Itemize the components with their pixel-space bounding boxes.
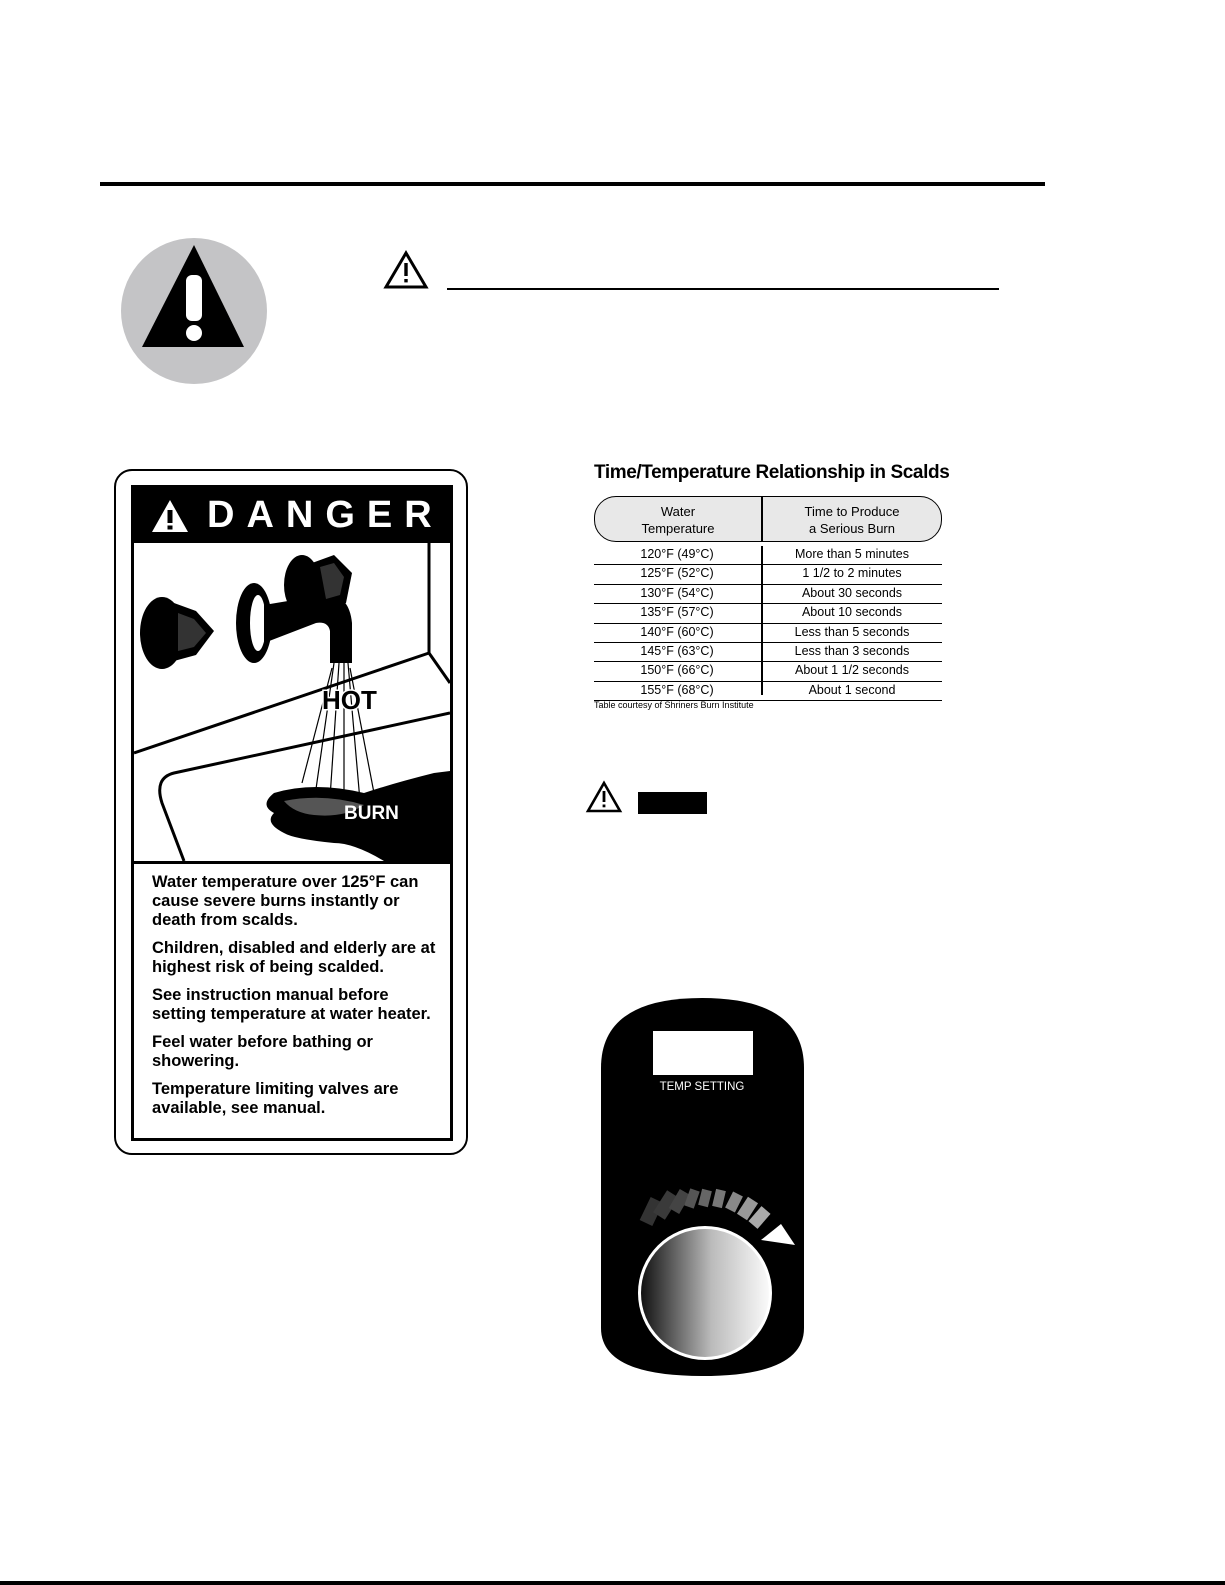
cell-temp: 130°F (54°C) xyxy=(640,585,714,600)
hot-label: HOT xyxy=(322,685,377,715)
table-column-divider xyxy=(761,546,763,695)
danger-label-frame xyxy=(131,485,453,1141)
cell-time: About 1 second xyxy=(808,682,896,697)
danger-paragraph: Children, disabled and elderly are at highest risk of being scalded. xyxy=(152,939,436,976)
warning-triangle-icon xyxy=(585,780,623,814)
col1-line1: Water xyxy=(660,504,696,519)
cell-temp: 120°F (49°C) xyxy=(640,547,714,561)
table-row xyxy=(594,565,942,584)
danger-paragraph: Temperature limiting valves are available, see manual. xyxy=(152,1080,399,1117)
cell-temp: 155°F (68°C) xyxy=(640,682,714,697)
cell-time: Less than 5 seconds xyxy=(794,624,910,639)
scald-illustration xyxy=(134,543,450,864)
warning-triangle-icon xyxy=(383,250,429,290)
danger-header xyxy=(134,488,450,543)
cell-time: About 1 1/2 seconds xyxy=(795,663,909,678)
cell-time: 1 1/2 to 2 minutes xyxy=(802,566,902,581)
danger-paragraph: See instruction manual before setting temperature at water heater. xyxy=(152,986,431,1023)
cell-temp: 150°F (66°C) xyxy=(640,663,714,678)
danger-text xyxy=(152,873,444,1127)
burn-label: BURN xyxy=(344,803,399,824)
top-rule xyxy=(100,182,1045,186)
cell-time: About 30 seconds xyxy=(801,585,903,600)
cell-time: More than 5 minutes xyxy=(795,547,909,561)
col-water-temperature xyxy=(595,503,761,537)
scald-table-body xyxy=(594,546,942,701)
temp-display xyxy=(653,1031,753,1075)
cell-temp: 135°F (57°C) xyxy=(640,605,714,620)
scald-table-title: Time/Temperature Relationship in Scalds xyxy=(594,462,950,483)
danger-paragraph: Feel water before bathing or showering. xyxy=(152,1033,373,1070)
cell-time: About 10 seconds xyxy=(801,605,903,620)
table-row xyxy=(594,682,942,701)
header-underline xyxy=(447,288,999,290)
temperature-control-panel xyxy=(601,998,804,1376)
signal-word-box xyxy=(638,792,707,814)
cell-temp: 125°F (52°C) xyxy=(640,566,714,581)
table-row xyxy=(594,585,942,604)
bottom-rule xyxy=(0,1581,1225,1585)
table-row xyxy=(594,662,942,681)
danger-label xyxy=(114,469,468,1155)
cell-temp: 140°F (60°C) xyxy=(640,624,714,639)
scald-table-header xyxy=(594,496,942,542)
col2-line2: a Serious Burn xyxy=(809,521,895,536)
cell-temp: 145°F (63°C) xyxy=(640,643,714,658)
temperature-knob[interactable] xyxy=(641,1229,769,1357)
col2-line1: Time to Produce xyxy=(804,504,900,519)
col-time-to-burn xyxy=(763,503,941,537)
danger-paragraph: Water temperature over 125°F can cause severe burns instantly or death from scalds. xyxy=(152,873,419,929)
table-row xyxy=(594,643,942,662)
faucet-hand-illustration xyxy=(134,543,450,861)
warning-circle-icon xyxy=(120,237,268,385)
table-row xyxy=(594,604,942,623)
table-source-note: Table courtesy of Shriners Burn Institute xyxy=(594,700,754,710)
danger-word: DANGER xyxy=(207,494,444,536)
table-row xyxy=(594,546,942,565)
col1-line2: Temperature xyxy=(641,521,715,536)
table-row xyxy=(594,624,942,643)
cell-time: Less than 3 seconds xyxy=(794,643,910,658)
danger-triangle-icon xyxy=(150,498,190,534)
temp-setting-label: TEMP SETTING xyxy=(659,1081,745,1093)
